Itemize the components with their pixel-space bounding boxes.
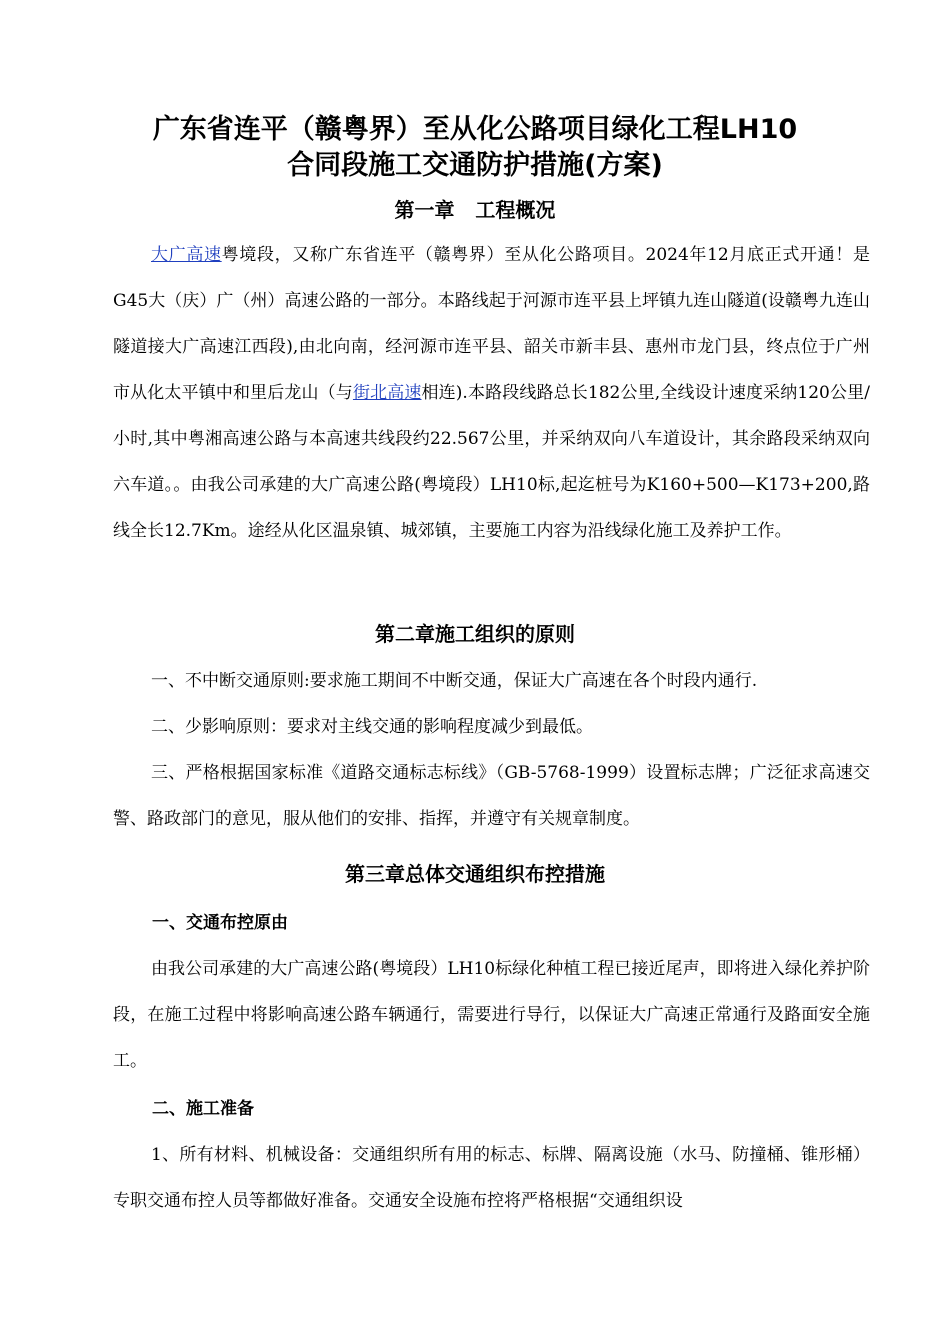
chapter-1-heading: 第一章 工程概况 (394, 198, 556, 222)
principle-item-1: 一、不中断交通原则:要求施工期间不中断交通，保证大广高速在各个时段内通行. (151, 671, 758, 691)
section-traffic-control-reason-heading: 一、交通布控原由 (152, 913, 288, 933)
chapter-1-text-part-1: 粤境段，又称广东省连平（赣粤界）至从化公路项目。2024年12月底正式开通！是G45大（庆）广（州）高速公路的一部分。本路线起于河源市连平县上坪镇九连山隧道(设赣粤九连山隧道接大广高速江西段),由北向南，经河源市连平县、韶关市新丰县、惠州市龙门县，终点位于广州市从化太平镇中和里后龙山（与 (113, 245, 871, 403)
chapter-1-paragraph (113, 232, 870, 554)
section-construction-preparation-text: 1、所有材料、机械设备：交通组织所有用的标志、标牌、隔离设施（水马、防撞桶、锥形桶）专职交通布控人员等都做好准备。交通安全设施布控将严格根据“交通组织设 (113, 1145, 870, 1211)
chapter-1-text-part-2: 相连).本路段线路总长182公里,全线设计速度采纳120公里/小时,其中粤湘高速公路与本高速共线段约22.567公里，并采纳双向八车道设计，其余路段采纳双向六车道。。由我公司承建的大广高速公路(粤境段）LH10标,起迄桩号为K160+500—K173+200,路线全长12.7Km。途经从化区温泉镇、城郊镇，主要施工内容为沿线绿化施工及养护工作。 (113, 383, 871, 541)
section-construction-preparation-heading: 二、施工准备 (152, 1099, 254, 1119)
link-daguang-expressway[interactable]: 大广高速 (151, 245, 222, 265)
document-title-line-1: 广东省连平（赣粤界）至从化公路项目绿化工程LH10 (152, 114, 798, 145)
chapter-2-heading: 第二章施工组织的原则 (375, 622, 575, 646)
section-traffic-control-reason-text: 由我公司承建的大广高速公路(粤境段）LH10标绿化种植工程已接近尾声，即将进入绿化养护阶段，在施工过程中将影响高速公路车辆通行，需要进行导行，以保证大广高速正常通行及路面安全施工。 (113, 959, 870, 1071)
link-jiebei-expressway[interactable]: 街北高速 (352, 383, 422, 403)
chapter-3-heading: 第三章总体交通组织布控措施 (345, 862, 605, 886)
document-title-line-2: 合同段施工交通防护措施(方案) (287, 150, 663, 181)
principle-item-2: 二、少影响原则：要求对主线交通的影响程度减少到最低。 (151, 717, 593, 737)
principle-item-3: 三、严格根据国家标准《道路交通标志标线》（GB-5768-1999）设置标志牌；广泛征求高速交警、路政部门的意见，服从他们的安排、指挥，并遵守有关规章制度。 (113, 763, 870, 829)
